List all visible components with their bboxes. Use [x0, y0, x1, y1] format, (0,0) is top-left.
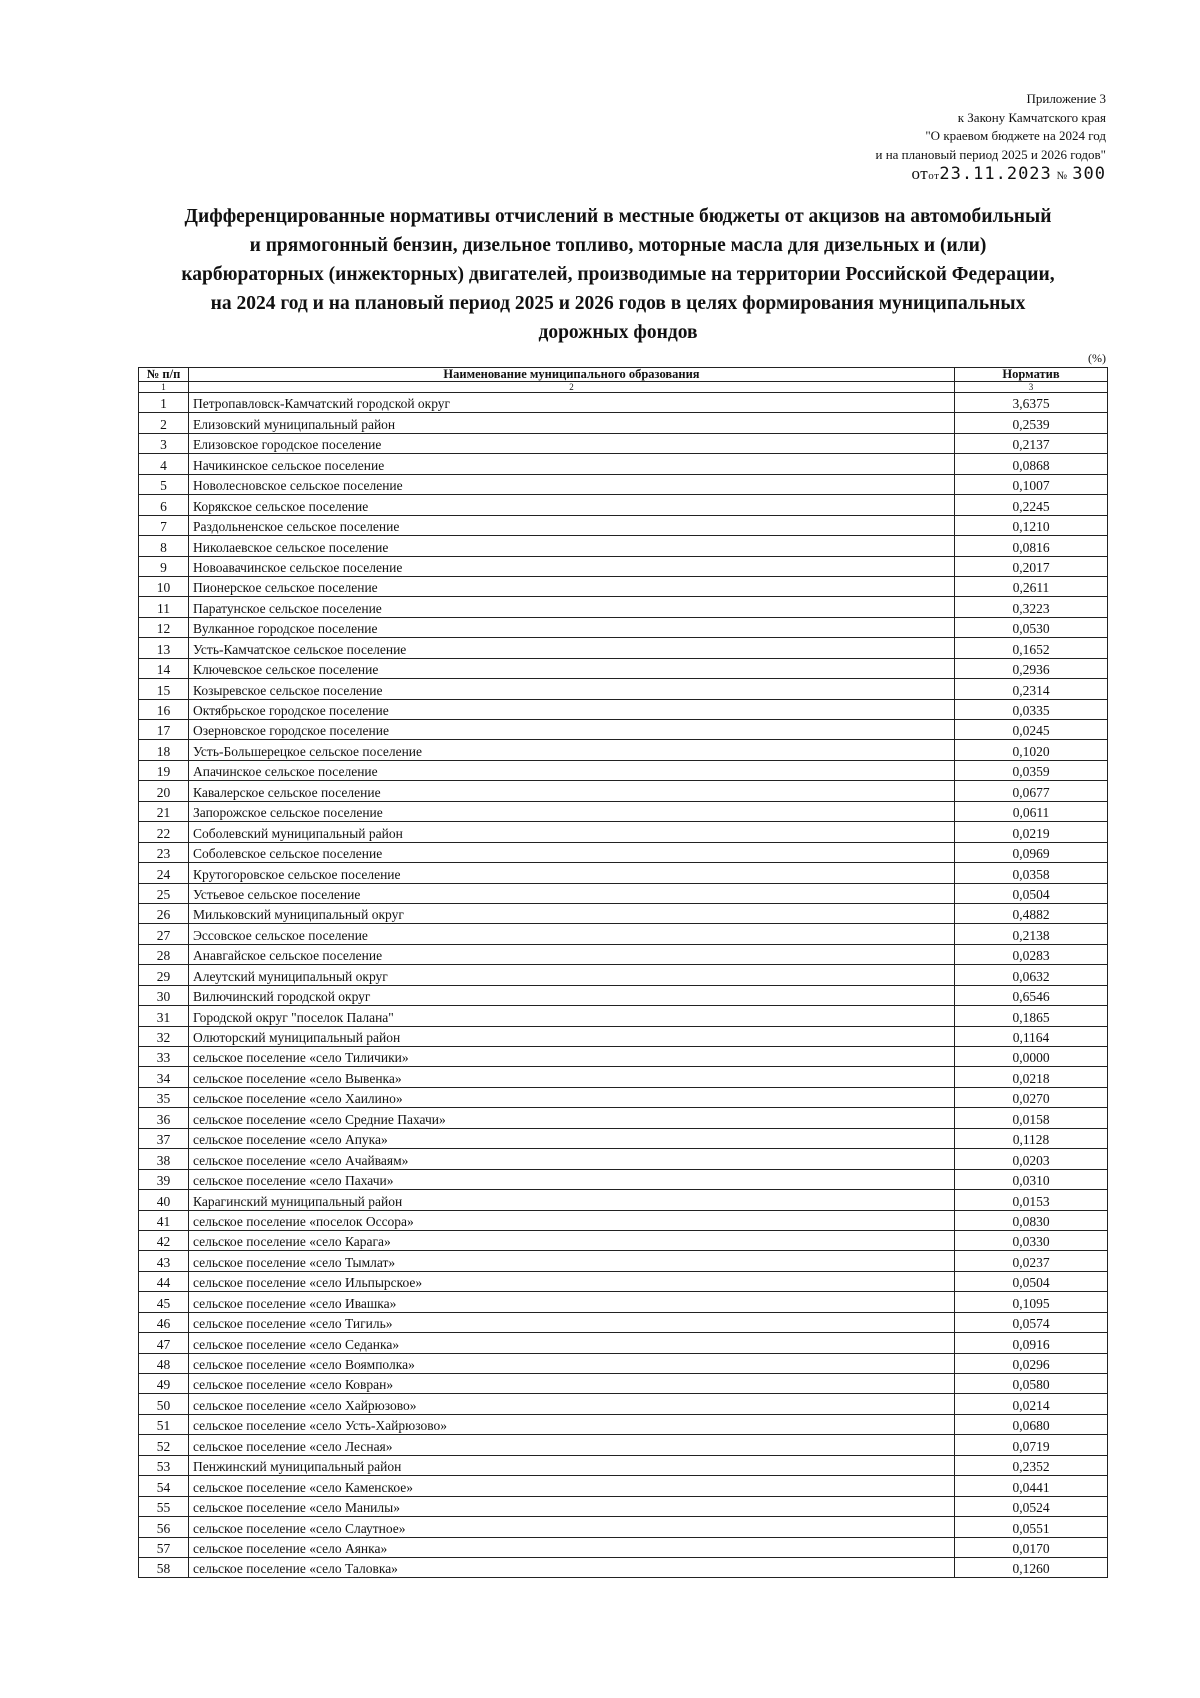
row-number: 58: [139, 1557, 189, 1577]
row-number: 44: [139, 1271, 189, 1291]
law-period-line: и на плановый период 2025 и 2026 годов": [875, 146, 1106, 162]
table-row: [139, 842, 1108, 862]
row-number: 9: [139, 556, 189, 576]
norm-value: 0,0504: [955, 1271, 1108, 1291]
norm-value: 0,2352: [955, 1455, 1108, 1475]
municipality-name: Анавгайское сельское поселение: [189, 944, 955, 964]
table-row: [139, 1190, 1108, 1210]
municipality-name: Пенжинский муниципальный район: [189, 1455, 955, 1475]
title-line: и прямогонный бензин, дизельное топливо, моторные масла для дизельных и (или): [249, 235, 987, 256]
norm-value: 0,0214: [955, 1394, 1108, 1414]
row-number: 26: [139, 903, 189, 923]
table-row: [139, 1108, 1108, 1128]
table-row: [139, 1169, 1108, 1189]
table-row: [139, 1537, 1108, 1557]
row-number: 30: [139, 985, 189, 1005]
table-row: [139, 597, 1108, 617]
row-number: 3: [139, 433, 189, 453]
table-row: [139, 536, 1108, 556]
table-row: [139, 760, 1108, 780]
row-number: 18: [139, 740, 189, 760]
table-row: [139, 1149, 1108, 1169]
row-number: 24: [139, 863, 189, 883]
table-row: [139, 1067, 1108, 1087]
norm-value: 0,2245: [955, 495, 1108, 515]
table-row: [139, 658, 1108, 678]
row-number: 27: [139, 924, 189, 944]
municipality-name: сельское поселение «село Седанка»: [189, 1333, 955, 1353]
row-number: 25: [139, 883, 189, 903]
date-number-line: [676, 164, 1106, 186]
table-row: [139, 1496, 1108, 1516]
municipality-name: сельское поселение «село Ивашка»: [189, 1292, 955, 1312]
law-number: 300: [1072, 164, 1106, 184]
table-row: [139, 1435, 1108, 1455]
table-row: [139, 576, 1108, 596]
row-number: 11: [139, 597, 189, 617]
municipality-name: Олюторский муниципальный район: [189, 1026, 955, 1046]
municipality-name: Петропавловск-Камчатский городской округ: [189, 393, 955, 413]
municipality-name: Николаевское сельское поселение: [189, 536, 955, 556]
norm-value: 0,0283: [955, 944, 1108, 964]
row-number: 48: [139, 1353, 189, 1373]
row-number: 21: [139, 801, 189, 821]
norm-value: 0,0551: [955, 1517, 1108, 1537]
column-number: 1: [139, 382, 189, 393]
row-number: 31: [139, 1006, 189, 1026]
table-row: [139, 638, 1108, 658]
norm-value: 0,0219: [955, 822, 1108, 842]
table-row: [139, 781, 1108, 801]
municipality-name: сельское поселение «село Воямполка»: [189, 1353, 955, 1373]
row-number: 39: [139, 1169, 189, 1189]
municipality-name: Вилючинский городской округ: [189, 985, 955, 1005]
norm-value: 0,0245: [955, 720, 1108, 740]
norm-value: 0,0203: [955, 1149, 1108, 1169]
row-number: 33: [139, 1047, 189, 1067]
row-number: 35: [139, 1087, 189, 1107]
column-header-number: № п/п: [139, 368, 189, 382]
norm-value: 0,0358: [955, 863, 1108, 883]
table-row: [139, 1557, 1108, 1577]
municipality-name: сельское поселение «село Тымлат»: [189, 1251, 955, 1271]
table-body: [139, 393, 1108, 1578]
table-row: [139, 1476, 1108, 1496]
municipality-name: сельское поселение «село Ильпырское»: [189, 1271, 955, 1291]
table-row: [139, 1087, 1108, 1107]
row-number: 20: [139, 781, 189, 801]
row-number: 29: [139, 965, 189, 985]
norm-value: 0,1164: [955, 1026, 1108, 1046]
law-date: 23.11.2023: [939, 164, 1052, 184]
column-header-name: Наименование муниципального образования: [189, 368, 955, 382]
row-number: 52: [139, 1435, 189, 1455]
norm-value: 0,2138: [955, 924, 1108, 944]
norm-value: 0,0969: [955, 842, 1108, 862]
municipality-name: сельское поселение «село Хаилино»: [189, 1087, 955, 1107]
appendix-line: Приложение 3: [1026, 91, 1106, 106]
appendix-header: [676, 90, 1106, 186]
municipality-name: сельское поселение «село Ачайваям»: [189, 1149, 955, 1169]
table-row: [139, 863, 1108, 883]
norm-value: 0,0441: [955, 1476, 1108, 1496]
table-row: [139, 1271, 1108, 1291]
row-number: 37: [139, 1128, 189, 1148]
table-row: [139, 495, 1108, 515]
municipality-name: сельское поселение «село Слаутное»: [189, 1517, 955, 1537]
table-row: [139, 1414, 1108, 1434]
norm-value: 0,0296: [955, 1353, 1108, 1373]
row-number: 23: [139, 842, 189, 862]
table-row: [139, 433, 1108, 453]
norm-value: 0,0310: [955, 1169, 1108, 1189]
municipality-name: Октябрьское городское поселение: [189, 699, 955, 719]
municipality-name: сельское поселение «село Аянка»: [189, 1537, 955, 1557]
norms-table: [138, 367, 1108, 1578]
municipality-name: сельское поселение «село Тигиль»: [189, 1312, 955, 1332]
table-row: [139, 1312, 1108, 1332]
row-number: 5: [139, 474, 189, 494]
municipality-name: сельское поселение «поселок Оссора»: [189, 1210, 955, 1230]
row-number: 10: [139, 576, 189, 596]
norm-value: 0,0330: [955, 1230, 1108, 1250]
table-row: [139, 474, 1108, 494]
municipality-name: сельское поселение «село Карага»: [189, 1230, 955, 1250]
municipality-name: Городской округ "поселок Палана": [189, 1006, 955, 1026]
municipality-name: Карагинский муниципальный район: [189, 1190, 955, 1210]
norm-value: 0,0580: [955, 1374, 1108, 1394]
row-number: 40: [139, 1190, 189, 1210]
row-number: 45: [139, 1292, 189, 1312]
norm-value: 0,0504: [955, 883, 1108, 903]
norm-value: 0,0170: [955, 1537, 1108, 1557]
units-label: (%): [1088, 351, 1106, 365]
column-number: 2: [189, 382, 955, 393]
norm-value: 0,0153: [955, 1190, 1108, 1210]
title-line: на 2024 год и на плановый период 2025 и 2026 годов в целях формирования муниципальных: [210, 293, 1026, 314]
municipality-name: сельское поселение «село Лесная»: [189, 1435, 955, 1455]
norm-value: 0,0218: [955, 1067, 1108, 1087]
table-row: [139, 740, 1108, 760]
norm-value: 0,2017: [955, 556, 1108, 576]
norm-value: 0,0916: [955, 1333, 1108, 1353]
norm-value: 0,2611: [955, 576, 1108, 596]
municipality-name: Начикинское сельское поселение: [189, 454, 955, 474]
document-title: [130, 202, 1106, 347]
table-row: [139, 1251, 1108, 1271]
norm-value: 0,2314: [955, 679, 1108, 699]
table-row: [139, 883, 1108, 903]
norm-value: 0,1095: [955, 1292, 1108, 1312]
table-row: [139, 924, 1108, 944]
norm-value: 0,4882: [955, 903, 1108, 923]
title-line: Дифференцированные нормативы отчислений в местные бюджеты от акцизов на автомобильный: [184, 206, 1052, 227]
municipality-name: Раздольненское сельское поселение: [189, 515, 955, 535]
municipality-name: сельское поселение «село Ковран»: [189, 1374, 955, 1394]
table-row: [139, 822, 1108, 842]
row-number: 15: [139, 679, 189, 699]
norm-value: 3,6375: [955, 393, 1108, 413]
municipality-name: Озерновское городское поселение: [189, 720, 955, 740]
norm-value: 0,1007: [955, 474, 1108, 494]
table-row: [139, 720, 1108, 740]
row-number: 53: [139, 1455, 189, 1475]
row-number: 8: [139, 536, 189, 556]
norm-value: 0,1652: [955, 638, 1108, 658]
municipality-name: Новоавачинское сельское поселение: [189, 556, 955, 576]
municipality-name: Корякское сельское поселение: [189, 495, 955, 515]
row-number: 12: [139, 617, 189, 637]
municipality-name: сельское поселение «село Средние Пахачи»: [189, 1108, 955, 1128]
table-row: [139, 1455, 1108, 1475]
norm-value: 0,0719: [955, 1435, 1108, 1455]
row-number: 2: [139, 413, 189, 433]
row-number: 49: [139, 1374, 189, 1394]
municipality-name: сельское поселение «село Вывенка»: [189, 1067, 955, 1087]
table-row: [139, 617, 1108, 637]
norm-value: 0,0680: [955, 1414, 1108, 1434]
row-number: 57: [139, 1537, 189, 1557]
municipality-name: Новолесновское сельское поселение: [189, 474, 955, 494]
norm-value: 0,3223: [955, 597, 1108, 617]
norm-value: 0,0816: [955, 536, 1108, 556]
row-number: 55: [139, 1496, 189, 1516]
norm-value: 0,0830: [955, 1210, 1108, 1230]
column-number-row: [139, 382, 1108, 393]
table-row: [139, 1026, 1108, 1046]
table-row: [139, 454, 1108, 474]
municipality-name: Крутогоровское сельское поселение: [189, 863, 955, 883]
municipality-name: сельское поселение «село Каменское»: [189, 1476, 955, 1496]
date-prefix-small: от: [928, 170, 940, 182]
norm-value: 0,0359: [955, 760, 1108, 780]
row-number: 36: [139, 1108, 189, 1128]
norm-value: 0,1128: [955, 1128, 1108, 1148]
municipality-name: Соболевское сельское поселение: [189, 842, 955, 862]
row-number: 38: [139, 1149, 189, 1169]
norm-value: 0,0335: [955, 699, 1108, 719]
norm-value: 0,2936: [955, 658, 1108, 678]
table-row: [139, 515, 1108, 535]
table-header-row: [139, 368, 1108, 382]
norm-value: 0,1260: [955, 1557, 1108, 1577]
table-row: [139, 556, 1108, 576]
row-number: 43: [139, 1251, 189, 1271]
municipality-name: Мильковский муниципальный округ: [189, 903, 955, 923]
norm-value: 0,0632: [955, 965, 1108, 985]
norm-value: 0,1210: [955, 515, 1108, 535]
row-number: 7: [139, 515, 189, 535]
row-number: 19: [139, 760, 189, 780]
norm-value: 0,0611: [955, 801, 1108, 821]
law-reference-line: к Закону Камчатского края: [957, 109, 1106, 125]
row-number: 54: [139, 1476, 189, 1496]
table-row: [139, 944, 1108, 964]
row-number: 14: [139, 658, 189, 678]
norm-value: 0,0868: [955, 454, 1108, 474]
column-number: 3: [955, 382, 1108, 393]
norm-value: 0,0270: [955, 1087, 1108, 1107]
row-number: 46: [139, 1312, 189, 1332]
municipality-name: Алеутский муниципальный округ: [189, 965, 955, 985]
table-row: [139, 1353, 1108, 1373]
table-row: [139, 1292, 1108, 1312]
municipality-name: сельское поселение «село Апука»: [189, 1128, 955, 1148]
municipality-name: Запорожское сельское поселение: [189, 801, 955, 821]
table-row: [139, 1128, 1108, 1148]
norm-value: 0,0000: [955, 1047, 1108, 1067]
title-line: карбюраторных (инжекторных) двигателей, производимые на территории Российской Федерации,: [181, 264, 1055, 285]
row-number: 41: [139, 1210, 189, 1230]
municipality-name: Устьевое сельское поселение: [189, 883, 955, 903]
date-prefix: от: [911, 164, 929, 183]
table-row: [139, 903, 1108, 923]
row-number: 13: [139, 638, 189, 658]
municipality-name: сельское поселение «село Усть-Хайрюзово»: [189, 1414, 955, 1434]
norm-value: 0,1020: [955, 740, 1108, 760]
row-number: 22: [139, 822, 189, 842]
municipality-name: Козыревское сельское поселение: [189, 679, 955, 699]
table-row: [139, 1374, 1108, 1394]
norm-value: 0,0677: [955, 781, 1108, 801]
row-number: 34: [139, 1067, 189, 1087]
table-row: [139, 393, 1108, 413]
municipality-name: Вулканное городское поселение: [189, 617, 955, 637]
row-number: 16: [139, 699, 189, 719]
row-number: 42: [139, 1230, 189, 1250]
municipality-name: Усть-Большерецкое сельское поселение: [189, 740, 955, 760]
row-number: 1: [139, 393, 189, 413]
municipality-name: Кавалерское сельское поселение: [189, 781, 955, 801]
municipality-name: Соболевский муниципальный район: [189, 822, 955, 842]
title-line: дорожных фондов: [538, 322, 698, 343]
norm-value: 0,6546: [955, 985, 1108, 1005]
norm-value: 0,2539: [955, 413, 1108, 433]
table-row: [139, 1394, 1108, 1414]
municipality-name: Елизовский муниципальный район: [189, 413, 955, 433]
table-row: [139, 413, 1108, 433]
table-row: [139, 965, 1108, 985]
table-row: [139, 699, 1108, 719]
municipality-name: сельское поселение «село Манилы»: [189, 1496, 955, 1516]
row-number: 28: [139, 944, 189, 964]
municipality-name: Ключевское сельское поселение: [189, 658, 955, 678]
norm-value: 0,0574: [955, 1312, 1108, 1332]
row-number: 47: [139, 1333, 189, 1353]
norm-value: 0,1865: [955, 1006, 1108, 1026]
table-row: [139, 1047, 1108, 1067]
municipality-name: сельское поселение «село Тиличики»: [189, 1047, 955, 1067]
municipality-name: Елизовское городское поселение: [189, 433, 955, 453]
table-row: [139, 801, 1108, 821]
row-number: 6: [139, 495, 189, 515]
table-row: [139, 1230, 1108, 1250]
row-number: 17: [139, 720, 189, 740]
row-number: 4: [139, 454, 189, 474]
municipality-name: Усть-Камчатское сельское поселение: [189, 638, 955, 658]
municipality-name: Паратунское сельское поселение: [189, 597, 955, 617]
norm-value: 0,0530: [955, 617, 1108, 637]
municipality-name: Эссовское сельское поселение: [189, 924, 955, 944]
table-row: [139, 1333, 1108, 1353]
norm-value: 0,2137: [955, 433, 1108, 453]
table-row: [139, 1210, 1108, 1230]
municipality-name: сельское поселение «село Пахачи»: [189, 1169, 955, 1189]
municipality-name: сельское поселение «село Хайрюзово»: [189, 1394, 955, 1414]
number-sign: №: [1056, 170, 1068, 182]
norm-value: 0,0158: [955, 1108, 1108, 1128]
table-row: [139, 1517, 1108, 1537]
municipality-name: сельское поселение «село Таловка»: [189, 1557, 955, 1577]
row-number: 51: [139, 1414, 189, 1434]
law-title-line: "О краевом бюджете на 2024 год: [925, 128, 1106, 143]
table-row: [139, 1006, 1108, 1026]
row-number: 50: [139, 1394, 189, 1414]
municipality-name: Апачинское сельское поселение: [189, 760, 955, 780]
norm-value: 0,0524: [955, 1496, 1108, 1516]
table-row: [139, 679, 1108, 699]
norm-value: 0,0237: [955, 1251, 1108, 1271]
table-row: [139, 985, 1108, 1005]
row-number: 32: [139, 1026, 189, 1046]
column-header-norm: Норматив: [955, 368, 1108, 382]
municipality-name: Пионерское сельское поселение: [189, 576, 955, 596]
row-number: 56: [139, 1517, 189, 1537]
